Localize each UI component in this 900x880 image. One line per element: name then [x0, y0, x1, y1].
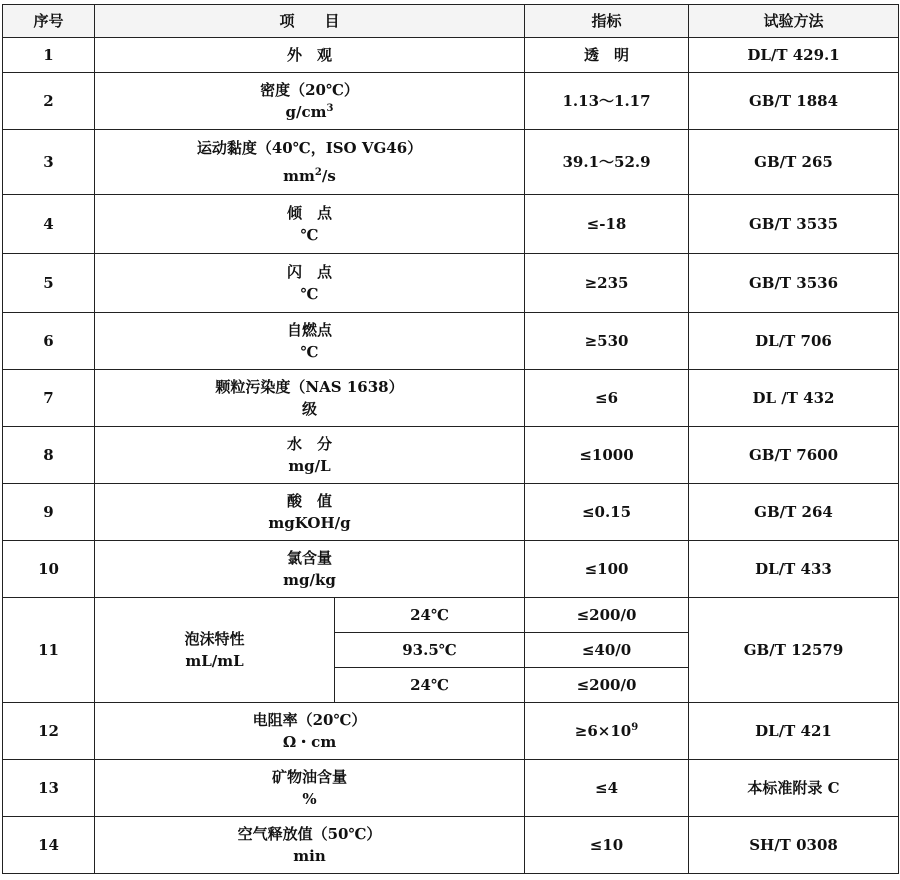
- row-item: 矿物油含量 %: [95, 760, 525, 817]
- foam-index: ≤40/0: [525, 633, 689, 668]
- row-item: 自燃点 ℃: [95, 313, 525, 370]
- foam-temp: 24℃: [335, 598, 525, 633]
- header-seq: 序号: [3, 5, 95, 38]
- header-method: 试验方法: [689, 5, 899, 38]
- row-method: SH/T 0308: [689, 817, 899, 874]
- row-method: GB/T 264: [689, 484, 899, 541]
- row-seq: 14: [3, 817, 95, 874]
- row-seq: 7: [3, 370, 95, 427]
- table-row: [3, 370, 899, 427]
- row-seq: 4: [3, 195, 95, 254]
- row-method: DL/T 706: [689, 313, 899, 370]
- row-method: GB/T 3536: [689, 254, 899, 313]
- row-item: 闪 点 ℃: [95, 254, 525, 313]
- row-item: 颗粒污染度（NAS 1638） 级: [95, 370, 525, 427]
- foam-temp: 24℃: [335, 668, 525, 703]
- row-seq: 9: [3, 484, 95, 541]
- foam-temp: 93.5℃: [335, 633, 525, 668]
- row-index: ≤10: [525, 817, 689, 874]
- row-seq: 2: [3, 73, 95, 130]
- table-row: [3, 484, 899, 541]
- table-row: [3, 427, 899, 484]
- row-item: 倾 点 ℃: [95, 195, 525, 254]
- table-row: [3, 313, 899, 370]
- row-item: 运动黏度（40℃，ISO VG46） $mm^2/s$: [95, 130, 525, 195]
- row-seq: 13: [3, 760, 95, 817]
- foam-index: ≤200/0: [525, 668, 689, 703]
- row-index: ≤-18: [525, 195, 689, 254]
- row-index: ≤1000: [525, 427, 689, 484]
- row-index: ≤4: [525, 760, 689, 817]
- table-row: [3, 254, 899, 313]
- row-index: 39.1～52.9: [525, 130, 689, 195]
- row-seq: 6: [3, 313, 95, 370]
- header-row: [3, 5, 899, 38]
- row-index: ≥530: [525, 313, 689, 370]
- row-index: ≤100: [525, 541, 689, 598]
- row-method: DL /T 432: [689, 370, 899, 427]
- row-seq: 11: [3, 598, 95, 703]
- row-index: $\ge 6\times 10^9$: [525, 703, 689, 760]
- table-row: [3, 541, 899, 598]
- row-item: 水 分 mg/L: [95, 427, 525, 484]
- row-index: ≥235: [525, 254, 689, 313]
- row-item: 密度（20℃） $g/cm^3$: [95, 73, 525, 130]
- row-index: ≤6: [525, 370, 689, 427]
- row-index: 透 明: [525, 38, 689, 73]
- row-index: ≤0.15: [525, 484, 689, 541]
- row-method: GB/T 7600: [689, 427, 899, 484]
- table-row-foam: [3, 598, 899, 633]
- row-seq: 1: [3, 38, 95, 73]
- header-item: 项 目: [95, 5, 525, 38]
- row-item: 氯含量 mg/kg: [95, 541, 525, 598]
- row-item: 酸 值 mgKOH/g: [95, 484, 525, 541]
- table-row: [3, 38, 899, 73]
- row-seq: 10: [3, 541, 95, 598]
- table-row: [3, 195, 899, 254]
- row-method: DL/T 433: [689, 541, 899, 598]
- row-item: 外 观: [95, 38, 525, 73]
- table-row: [3, 73, 899, 130]
- row-method: GB/T 12579: [689, 598, 899, 703]
- row-item: 泡沫特性 mL/mL: [95, 598, 335, 703]
- header-index: 指标: [525, 5, 689, 38]
- table-row: [3, 817, 899, 874]
- row-method: 本标准附录 C: [689, 760, 899, 817]
- foam-index: ≤200/0: [525, 598, 689, 633]
- row-index: 1.13～1.17: [525, 73, 689, 130]
- row-item: 空气释放值（50℃） min: [95, 817, 525, 874]
- oil-spec-table: [2, 4, 899, 874]
- row-method: GB/T 265: [689, 130, 899, 195]
- row-seq: 8: [3, 427, 95, 484]
- row-seq: 5: [3, 254, 95, 313]
- row-method: GB/T 1884: [689, 73, 899, 130]
- table-row: [3, 703, 899, 760]
- table-row: [3, 130, 899, 195]
- row-seq: 12: [3, 703, 95, 760]
- row-seq: 3: [3, 130, 95, 195]
- row-method: DL/T 421: [689, 703, 899, 760]
- table-row: [3, 760, 899, 817]
- row-method: DL/T 429.1: [689, 38, 899, 73]
- row-item: 电阻率（20℃） Ω・cm: [95, 703, 525, 760]
- row-method: GB/T 3535: [689, 195, 899, 254]
